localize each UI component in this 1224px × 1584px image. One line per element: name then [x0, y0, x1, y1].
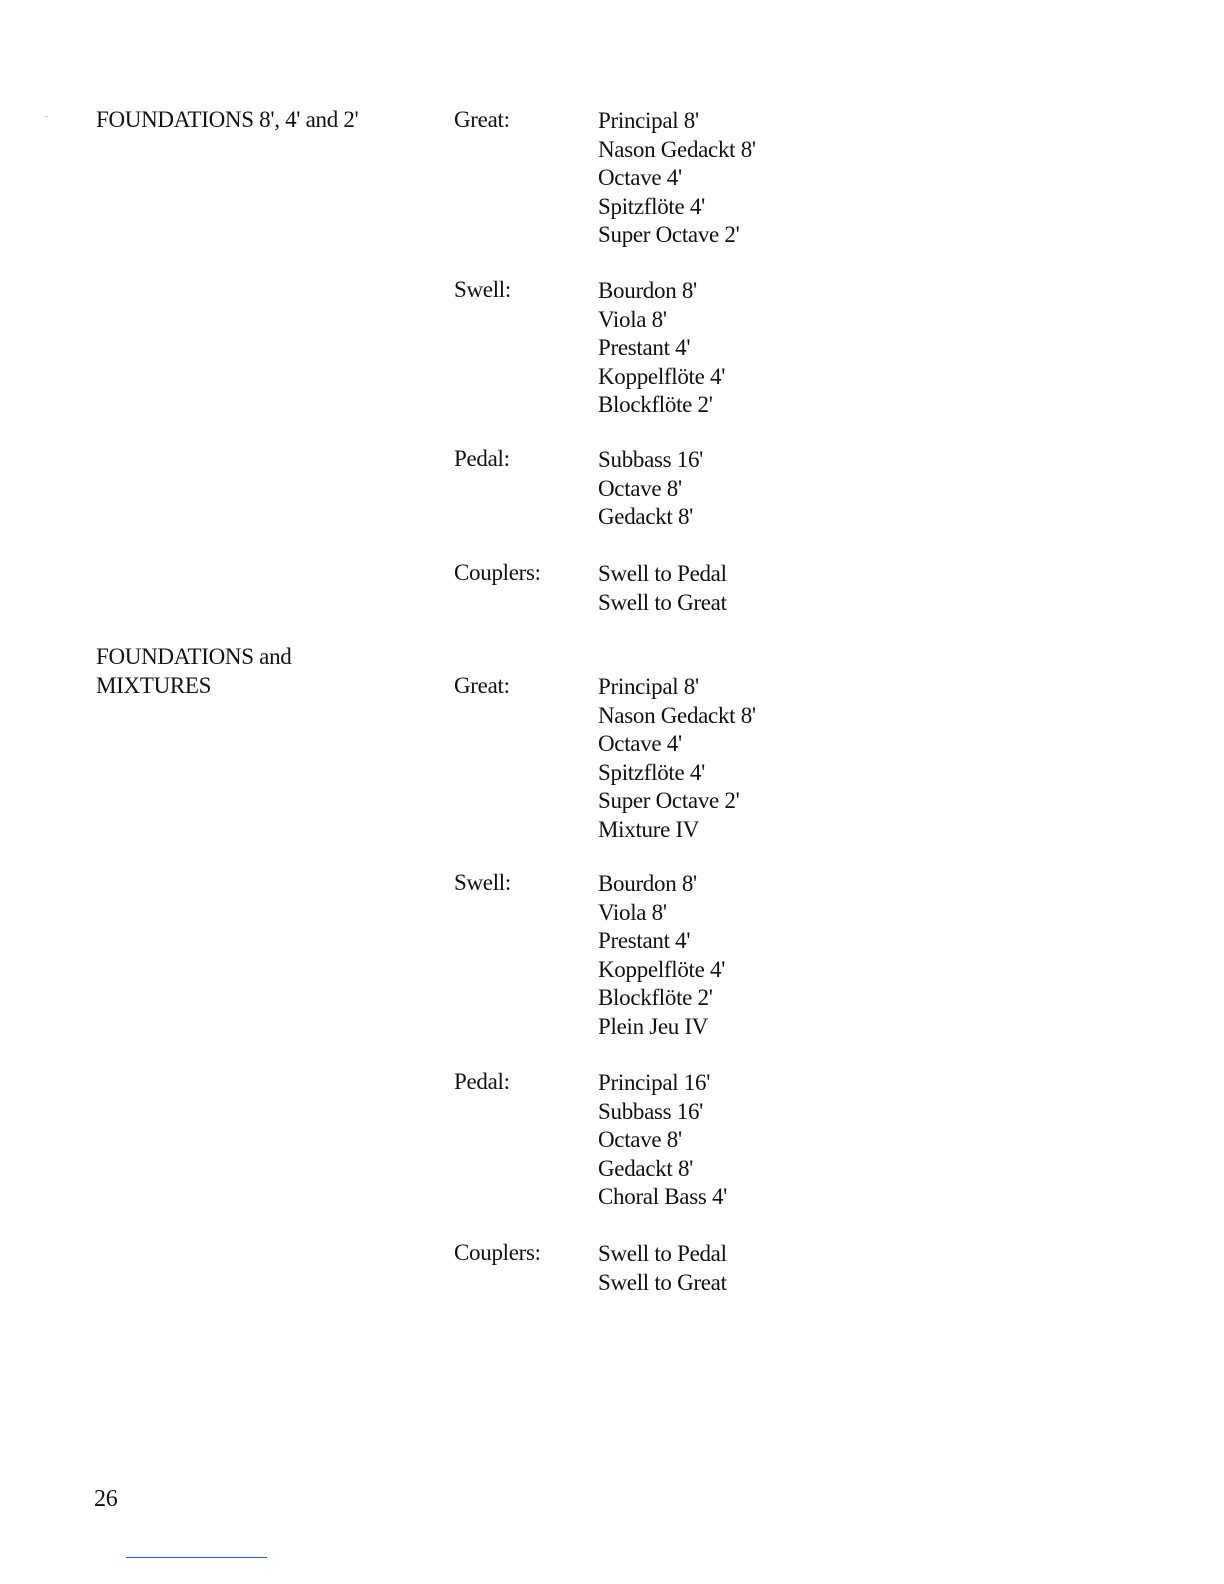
stop-item: Octave 4': [598, 731, 682, 756]
stop-item: Nason Gedackt 8': [598, 702, 756, 728]
section-title-line: MIXTURES: [96, 672, 212, 698]
stop-item: Super Octave 2': [598, 788, 740, 813]
stop-item: Gedackt 8': [598, 1155, 694, 1181]
section-title: [96, 643, 291, 700]
manual-label-couplers: Couplers:: [454, 560, 541, 585]
manual-label-great: Great:: [454, 673, 510, 698]
stop-list-pedal: [598, 1069, 727, 1212]
stop-item: Viola 8': [598, 306, 667, 332]
footer-rule: [126, 1557, 267, 1558]
stop-item: Subbass 16': [598, 447, 703, 472]
stop-item: Gedackt 8': [598, 504, 694, 529]
stop-item: Choral Bass 4': [598, 1184, 727, 1209]
stop-item: Spitzflöte 4': [598, 759, 705, 785]
stop-item: Spitzflöte 4': [598, 193, 705, 219]
stop-item: Blockflöte 2': [598, 985, 713, 1010]
section-title: [96, 106, 358, 135]
stop-item: Nason Gedackt 8': [598, 136, 756, 162]
stop-item: Principal 16': [598, 1070, 711, 1095]
stop-item: Bourdon 8': [598, 871, 697, 896]
section-title-line: FOUNDATIONS 8', 4' and 2': [96, 107, 359, 132]
stop-list-swell: [598, 870, 725, 1041]
stop-item: Octave 8': [598, 475, 682, 501]
stop-list-couplers: [598, 560, 727, 617]
manual-label-great: Great:: [454, 107, 510, 132]
stop-item: Plein Jeu IV: [598, 1013, 709, 1039]
stop-item: Octave 4': [598, 165, 682, 190]
section-title-line: FOUNDATIONS and: [96, 644, 292, 669]
stop-item: Koppelflöte 4': [598, 363, 726, 389]
stop-item: Swell to Great: [598, 1269, 727, 1295]
manual-label-couplers: Couplers:: [454, 1240, 541, 1265]
stop-list-couplers: [598, 1240, 727, 1297]
manual-label-pedal: Pedal:: [454, 446, 510, 471]
stop-item: Blockflöte 2': [598, 392, 713, 417]
stop-list-great: [598, 107, 756, 250]
manual-label-pedal: Pedal:: [454, 1069, 510, 1094]
stop-item: Prestant 4': [598, 335, 691, 360]
stop-list-swell: [598, 277, 725, 420]
stop-item: Bourdon 8': [598, 278, 697, 303]
manual-label-swell: Swell:: [454, 870, 511, 895]
stop-list-great: [598, 673, 756, 844]
stop-item: Koppelflöte 4': [598, 956, 726, 982]
manual-label-swell: Swell:: [454, 277, 511, 302]
stop-item: Viola 8': [598, 899, 667, 925]
page-number: 26: [94, 1486, 118, 1512]
stop-item: Principal 8': [598, 108, 699, 133]
stop-item: Swell to Pedal: [598, 1241, 727, 1266]
stop-item: Subbass 16': [598, 1098, 703, 1124]
stop-item: Swell to Great: [598, 589, 727, 615]
scan-mark: [44, 116, 48, 117]
stop-item: Octave 8': [598, 1127, 682, 1152]
stop-item: Swell to Pedal: [598, 561, 727, 586]
stop-list-pedal: [598, 446, 703, 532]
stop-item: Mixture IV: [598, 816, 700, 842]
stop-item: Super Octave 2': [598, 222, 740, 247]
stop-item: Principal 8': [598, 674, 699, 699]
stop-item: Prestant 4': [598, 928, 691, 953]
